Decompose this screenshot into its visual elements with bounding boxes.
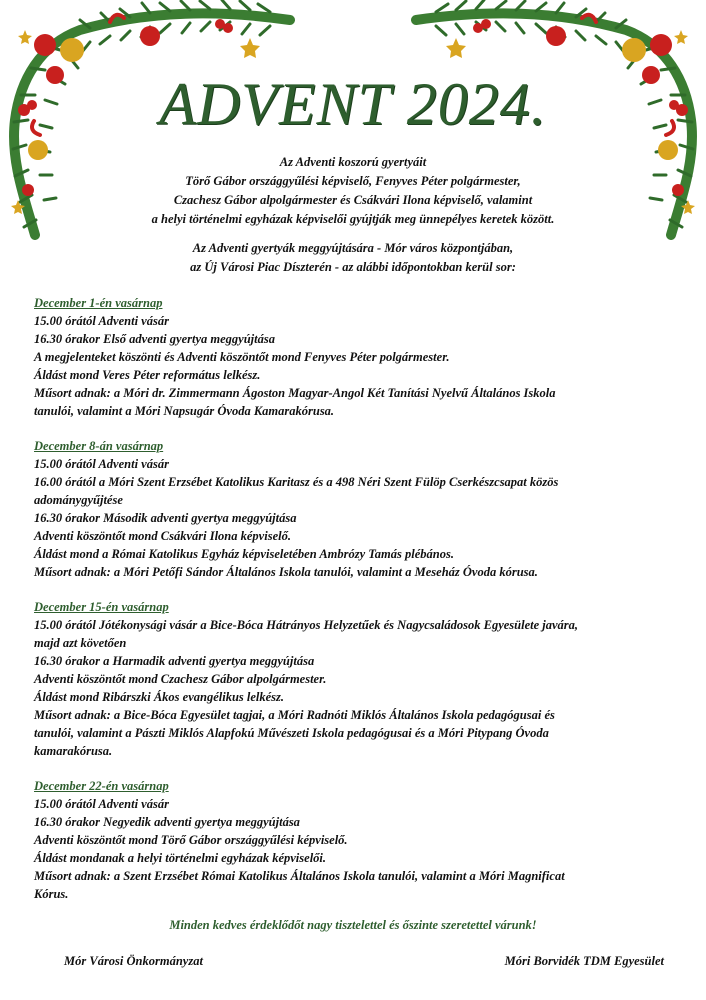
program-line: Műsort adnak: a Móri dr. Zimmermann Ágoston Magyar-Angol Két Tanítási Nyelvű Általános Iskola <box>34 386 556 400</box>
program-line: kamarakórusa. <box>34 744 113 758</box>
program-line: Adventi köszöntőt mond Csákvári Ilona képviselő. <box>34 529 291 543</box>
program-line: tanulói, valamint a Móri Napsugár Óvoda Kamarakórusa. <box>34 404 335 418</box>
program-line: Műsort adnak: a Bice-Bóca Egyesület tagjai, a Móri Radnóti Miklós Általános Iskola pedagógusai és <box>34 708 555 722</box>
intro-line: Az Adventi koszorú gyertyáit <box>279 155 427 169</box>
program-line: 16.30 órakor Negyedik adventi gyertya meggyújtása <box>34 815 300 829</box>
program-line: 16.30 órakor a Harmadik adventi gyertya meggyújtása <box>34 654 315 668</box>
program-day-dec-22 <box>34 777 674 903</box>
signature-tdm-association: Móri Borvidék TDM Egyesület <box>504 954 664 968</box>
intro-line: a helyi történelmi egyházak képviselői gyújtják meg ünnepélyes keretek között. <box>151 212 555 226</box>
program-schedule <box>34 294 674 920</box>
program-line: Műsort adnak: a Szent Erzsébet Római Katolikus Általános Iskola tanulói, valamint a Móri Magnificat <box>34 869 565 883</box>
program-line: 16.30 órakor Első adventi gyertya meggyújtása <box>34 332 275 346</box>
program-line: tanulói, valamint a Pászti Miklós Alapfokú Művészeti Iskola pedagógusai és a Móri Pitypang Óvoda <box>34 726 549 740</box>
intro-line: Czachesz Gábor alpolgármester és Csákvári Ilona képviselő, valamint <box>173 193 533 207</box>
program-line: Áldást mond Ribárszki Ákos evangélikus lelkész. <box>34 690 285 704</box>
program-line: Műsort adnak: a Móri Petőfi Sándor Általános Iskola tanulói, valamint a Meseház Óvoda kórusa. <box>34 565 538 579</box>
program-line: majd azt követően <box>34 636 127 650</box>
intro-line: az Új Városi Piac Díszterén - az alábbi időpontokban kerül sor: <box>190 260 516 274</box>
day-title: December 8-án vasárnap <box>34 439 164 453</box>
intro-location <box>0 239 706 277</box>
program-day-dec-1 <box>34 294 674 420</box>
program-line: 16.00 órától a Móri Szent Erzsébet Katolikus Karitasz és a 498 Néri Szent Fülöp Cserkészcsapat közös <box>34 475 559 489</box>
program-line: Áldást mondanak a helyi történelmi egyházak képviselői. <box>34 851 327 865</box>
intro-line: Törő Gábor országgyűlési képviselő, Fenyves Péter polgármester, <box>185 174 521 188</box>
program-line: Áldást mond Veres Péter református lelkész. <box>34 368 261 382</box>
day-title: December 1-én vasárnap <box>34 296 163 310</box>
program-line: A megjelenteket köszönti és Adventi köszöntőt mond Fenyves Péter polgármester. <box>34 350 450 364</box>
program-line: Adventi köszöntőt mond Törő Gábor országgyűlési képviselő. <box>34 833 348 847</box>
program-line: adománygyűjtése <box>34 493 123 507</box>
program-line: Adventi köszöntőt mond Czachesz Gábor alpolgármester. <box>34 672 327 686</box>
program-line: 15.00 órától Adventi vásár <box>34 457 169 471</box>
closing-invitation: Minden kedves érdeklődőt nagy tisztelettel és őszinte szeretettel várunk! <box>169 918 537 932</box>
program-line: Kórus. <box>34 887 69 901</box>
program-line: 15.00 órától Adventi vásár <box>34 314 169 328</box>
intro-line: Az Adventi gyertyák meggyújtására - Mór város központjában, <box>192 241 514 255</box>
program-line: 16.30 órakor Második adventi gyertya meggyújtása <box>34 511 297 525</box>
program-day-dec-8 <box>34 437 674 581</box>
signature-municipality: Mór Városi Önkormányzat <box>64 954 203 968</box>
program-line: 15.00 órától Adventi vásár <box>34 797 169 811</box>
intro-candle-lighters <box>0 153 706 229</box>
day-title: December 15-én vasárnap <box>34 600 169 614</box>
page-title: ADVENT 2024. <box>159 71 547 137</box>
program-line: Áldást mond a Római Katolikus Egyház képviseletében Ambrózy Tamás plébános. <box>34 547 454 561</box>
program-line: 15.00 órától Jótékonysági vásár a Bice-Bóca Hátrányos Helyzetűek és Nagycsaládosok Egyesülete javára, <box>34 618 579 632</box>
day-title: December 22-én vasárnap <box>34 779 169 793</box>
program-day-dec-15 <box>34 598 674 760</box>
